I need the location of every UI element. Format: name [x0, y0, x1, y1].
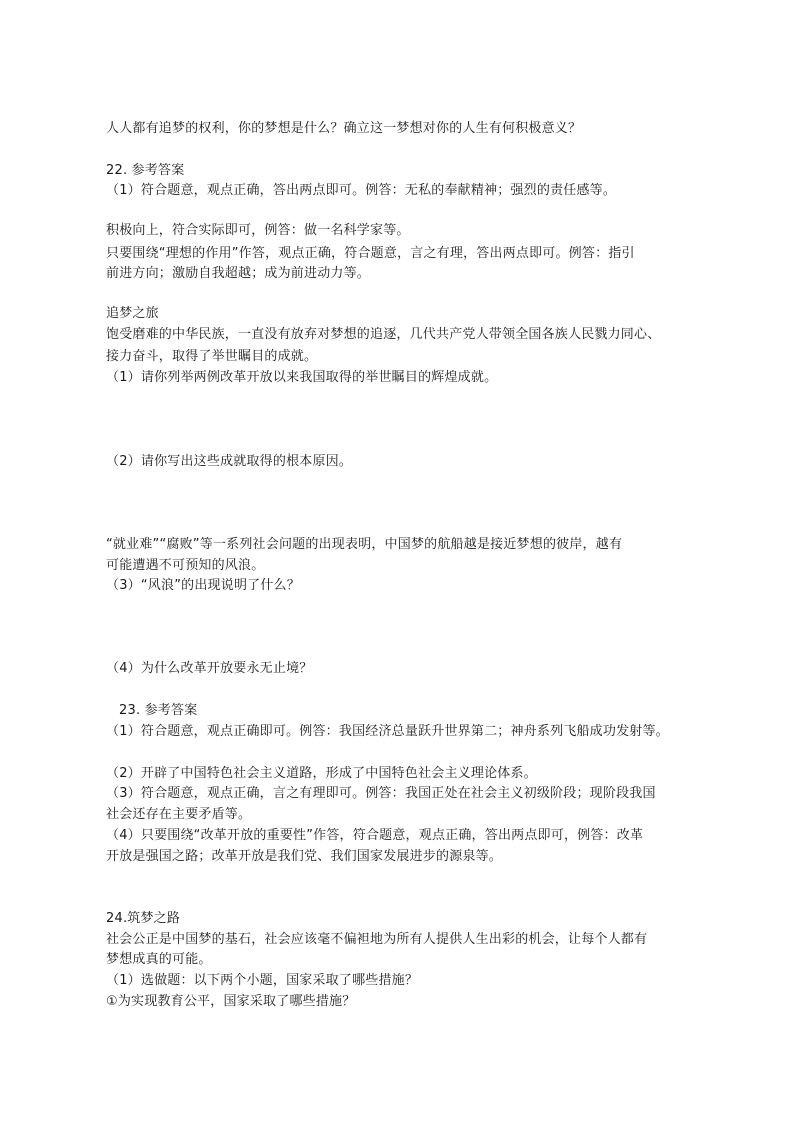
- section-title-dream-journey: 追梦之旅: [106, 306, 159, 321]
- material-3-line-2: 梦想成真的可能。: [106, 952, 212, 967]
- answer-23-part-1: （1）符合题意，观点正确即可。例答：我国经济总量跃升世界第二；神舟系列飞船成功发射等。: [106, 724, 669, 739]
- question-23-part-2: （2）请你写出这些成就取得的根本原因。: [106, 454, 353, 469]
- material-line-1: 饱受磨难的中华民族，一直没有放弃对梦想的追逐，几代共产党人带领全国各族人民戮力同心、: [106, 327, 661, 342]
- material-line-2: 接力奋斗，取得了举世瞩目的成就。: [106, 349, 318, 364]
- answer-23-part-4-line-2: 开放是强国之路；改革开放是我们党、我们国家发展进步的源泉等。: [106, 849, 503, 864]
- question-24-part-1: （1）选做题：以下两个小题，国家采取了哪些措施？: [106, 973, 419, 988]
- answer-23-part-3-line-2: 社会还存在主要矛盾等。: [106, 807, 252, 822]
- answer-22-part-1: （1）符合题意，观点正确，答出两点即可。例答：无私的奉献精神；强烈的责任感等。: [106, 183, 617, 198]
- answer-23-part-3-line-1: （3）符合题意，观点正确，言之有理即可。例答：我国正处在社会主义初级阶段；现阶段我国: [106, 786, 656, 801]
- answer-22-part-3-line-2: 前进方向；激励自我超越；成为前进动力等。: [106, 266, 371, 281]
- material-2-line-2: 可能遭遇不可预知的风浪。: [106, 558, 265, 573]
- question-23-part-4: （4）为什么改革开放要永无止境？: [106, 661, 313, 676]
- material-3-line-1: 社会公正是中国梦的基石，社会应该毫不偏袒地为所有人提供人生出彩的机会，让每个人都有: [106, 932, 648, 947]
- answer-22-part-2: 积极向上，符合实际即可，例答：做一名科学家等。: [106, 223, 410, 238]
- section-title-24: 24.筑梦之路: [106, 911, 181, 926]
- material-2-line-1: “就业难”“腐败”等一系列社会问题的出现表明，中国梦的航船越是接近梦想的彼岸，越有: [106, 537, 623, 552]
- answer-22-part-3-line-1: 只要围绕“理想的作用”作答，观点正确，符合题意，言之有理，答出两点即可。例答：指引: [106, 246, 635, 261]
- question-24-sub-1: ①为实现教育公平，国家采取了哪些措施？: [106, 994, 356, 1009]
- question-23-part-1: （1）请你列举两例改革开放以来我国取得的举世瞩目的辉煌成就。: [106, 370, 498, 385]
- answer-heading-22: 22. 参考答案: [106, 163, 185, 178]
- answer-23-part-2: （2）开辟了中国特色社会主义道路，形成了中国特色社会主义理论体系。: [106, 766, 537, 781]
- answer-heading-23: 23. 参考答案: [119, 703, 198, 718]
- question-23-part-3: （3）“风浪”的出现说明了什么？: [106, 578, 300, 593]
- question-prompt: 人人都有追梦的权利，你的梦想是什么？确立这一梦想对你的人生有何积极意义？: [106, 121, 582, 136]
- answer-23-part-4-line-1: （4）只要围绕“改革开放的重要性”作答，符合题意，观点正确，答出两点即可，例答：改革: [106, 828, 644, 843]
